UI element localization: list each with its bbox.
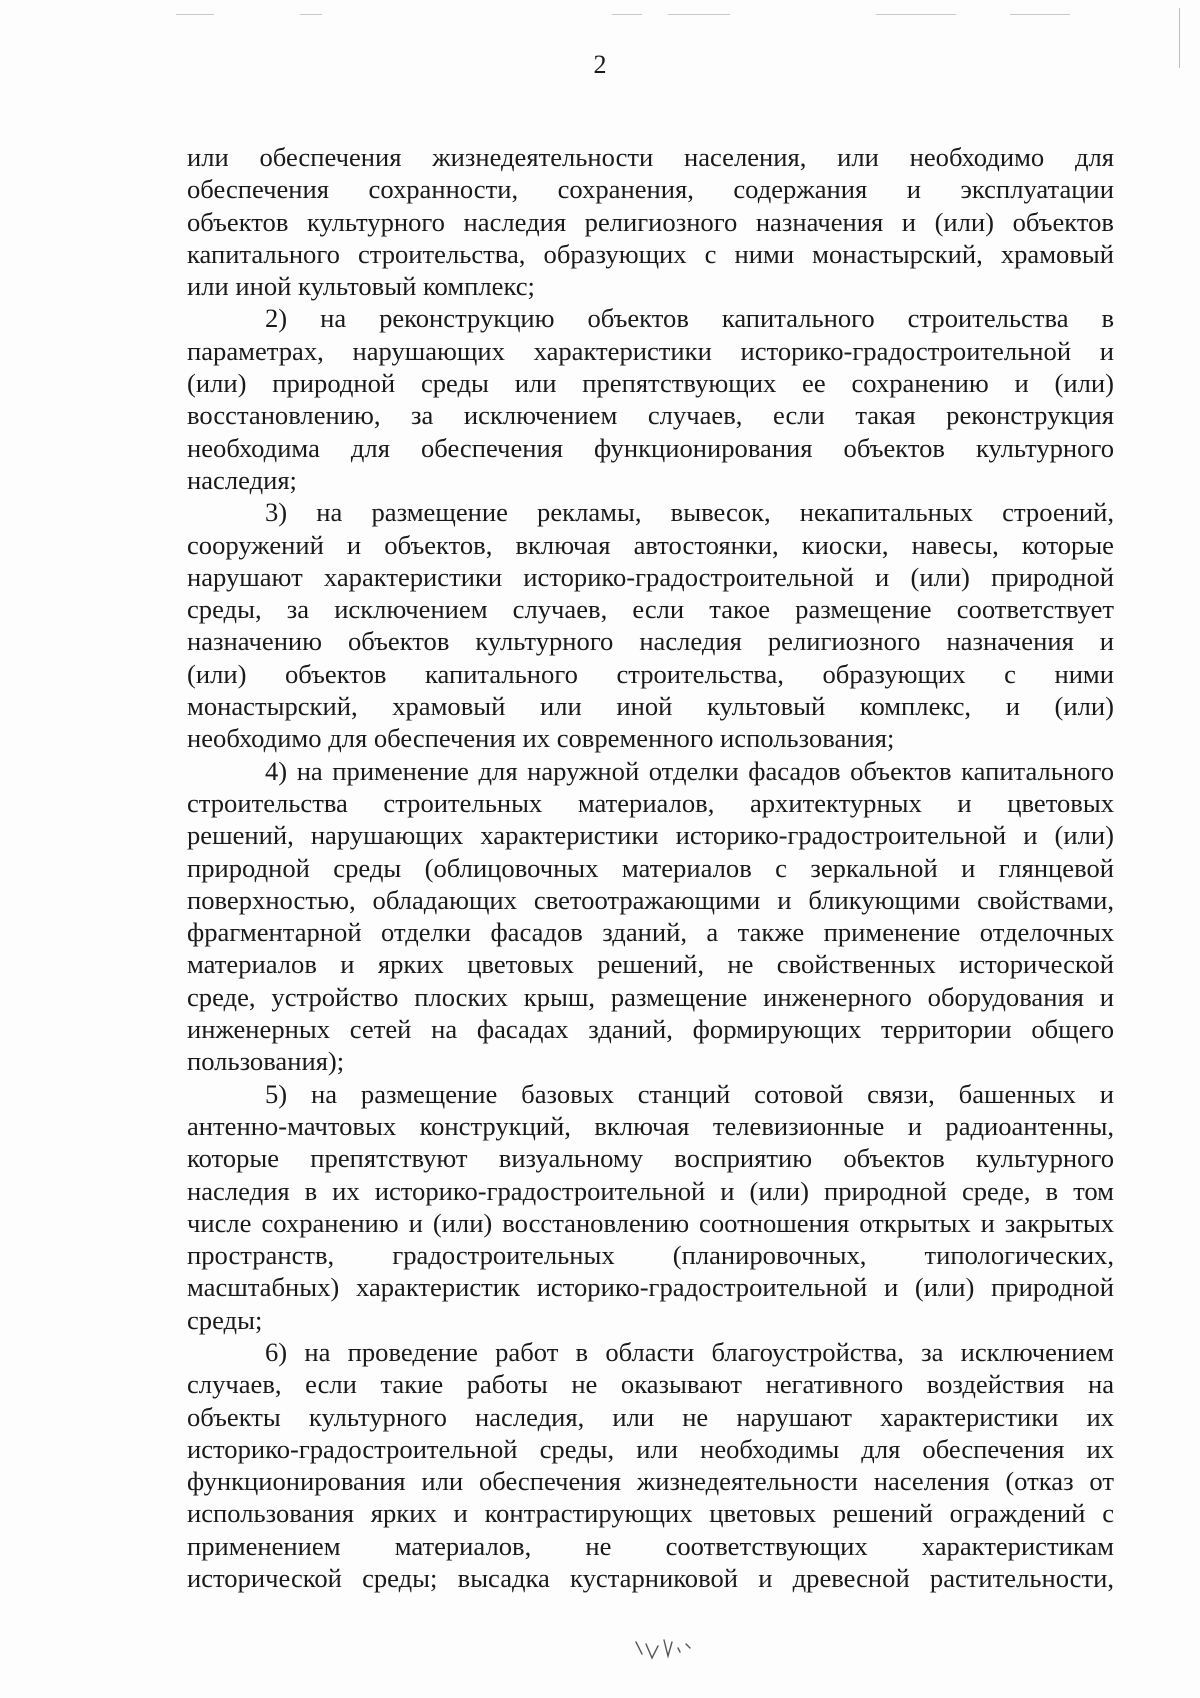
text-line: пользования); <box>187 1046 345 1077</box>
text-line: случаев, если такие работы не оказывают негативного воздействия на <box>187 1369 1114 1400</box>
text-line: (или) природной среды или препятствующих ее сохранению и (или) <box>187 368 1114 399</box>
text-line: (или) объектов капитального строительства, образующих с ними <box>187 658 1114 689</box>
text-line: применением материалов, не соответствующих характеристикам <box>187 1530 1114 1561</box>
text-line: масштабных) характеристик историко-градостроительной и (или) природной <box>187 1272 1114 1303</box>
page-number: 2 <box>593 50 607 79</box>
text-line: которые препятствуют визуальному восприятию объектов культурного <box>187 1143 1114 1174</box>
text-line: сооружений и объектов, включая автостоянки, киоски, навесы, которые <box>187 529 1114 560</box>
text-line: обеспечения сохранности, сохранения, содержания и эксплуатации <box>187 174 1114 205</box>
text-line: объекты культурного наследия, или не нарушают характеристики их <box>187 1401 1114 1432</box>
text-line: поверхностью, обладающих светоотражающими и бликующими свойствами, <box>187 884 1114 915</box>
text-line: 2) на реконструкцию объектов капитального строительства в <box>265 303 1114 334</box>
text-line: наследия в их историко-градостроительной и (или) природной среде, в том <box>187 1175 1114 1206</box>
text-line: среде, устройство плоских крыш, размещение инженерного оборудования и <box>187 981 1114 1012</box>
text-line: монастырский, храмовый или иной культовый комплекс, и (или) <box>187 691 1114 722</box>
text-line: материалов и ярких цветовых решений, не свойственных исторической <box>187 949 1114 980</box>
text-line: пространств, градостроительных (планировочных, типологических, <box>187 1240 1114 1271</box>
text-line: среды, за исключением случаев, если такое размещение соответствует <box>187 594 1114 625</box>
text-line: решений, нарушающих характеристики историко-градостроительной и (или) <box>187 820 1114 851</box>
text-line: числе сохранению и (или) восстановлению соотношения открытых и закрытых <box>187 1207 1114 1238</box>
text-line: или иной культовый комплекс; <box>187 271 535 302</box>
text-line: 6) на проведение работ в области благоустройства, за исключением <box>265 1336 1114 1367</box>
text-line: 4) на применение для наружной отделки фасадов объектов капитального <box>265 755 1114 786</box>
text-line: фрагментарной отделки фасадов зданий, а также применение отделочных <box>187 917 1114 948</box>
text-line: необходимо для обеспечения их современного использования; <box>187 723 895 754</box>
text-line: 5) на размещение базовых станций сотовой связи, башенных и <box>265 1078 1114 1109</box>
text-line: исторической среды; высадка кустарниковой и древесной растительности, <box>187 1563 1114 1594</box>
text-line: инженерных сетей на фасадах зданий, формирующих территории общего <box>187 1014 1114 1045</box>
text-line: функционирования или обеспечения жизнедеятельности населения (отказ от <box>187 1466 1114 1497</box>
text-line: природной среды (облицовочных материалов с зеркальной и глянцевой <box>187 852 1114 883</box>
text-line: объектов культурного наследия религиозного назначения и (или) объектов <box>187 206 1114 237</box>
text-line: историко-градостроительной среды, или необходимы для обеспечения их <box>187 1433 1114 1464</box>
text-line: или обеспечения жизнедеятельности населения, или необходимо для <box>187 142 1114 172</box>
text-line: назначению объектов культурного наследия религиозного назначения и <box>187 626 1114 657</box>
handwritten-mark <box>632 1634 702 1664</box>
text-line: 3) на размещение рекламы, вывесок, некапитальных строений, <box>265 497 1114 528</box>
text-line: строительства строительных материалов, архитектурных и цветовых <box>187 787 1114 818</box>
text-line: наследия; <box>187 464 297 495</box>
text-line: восстановлению, за исключением случаев, если такая реконструкция <box>187 400 1114 431</box>
text-line: использования ярких и контрастирующих цветовых решений ограждений с <box>187 1498 1114 1529</box>
text-line: нарушают характеристики историко-градостроительной и (или) природной <box>187 561 1114 592</box>
text-line: среды; <box>187 1304 263 1335</box>
text-line: капитального строительства, образующих с ними монастырский, храмовый <box>187 238 1114 269</box>
document-body <box>187 141 1114 1594</box>
text-line: необходима для обеспечения функционирования объектов культурного <box>187 432 1114 463</box>
text-line: антенно-мачтовых конструкций, включая телевизионные и радиоантенны, <box>187 1110 1114 1141</box>
text-line: параметрах, нарушающих характеристики историко-градостроительной и <box>187 335 1114 366</box>
scan-artifact-top <box>0 14 1200 18</box>
